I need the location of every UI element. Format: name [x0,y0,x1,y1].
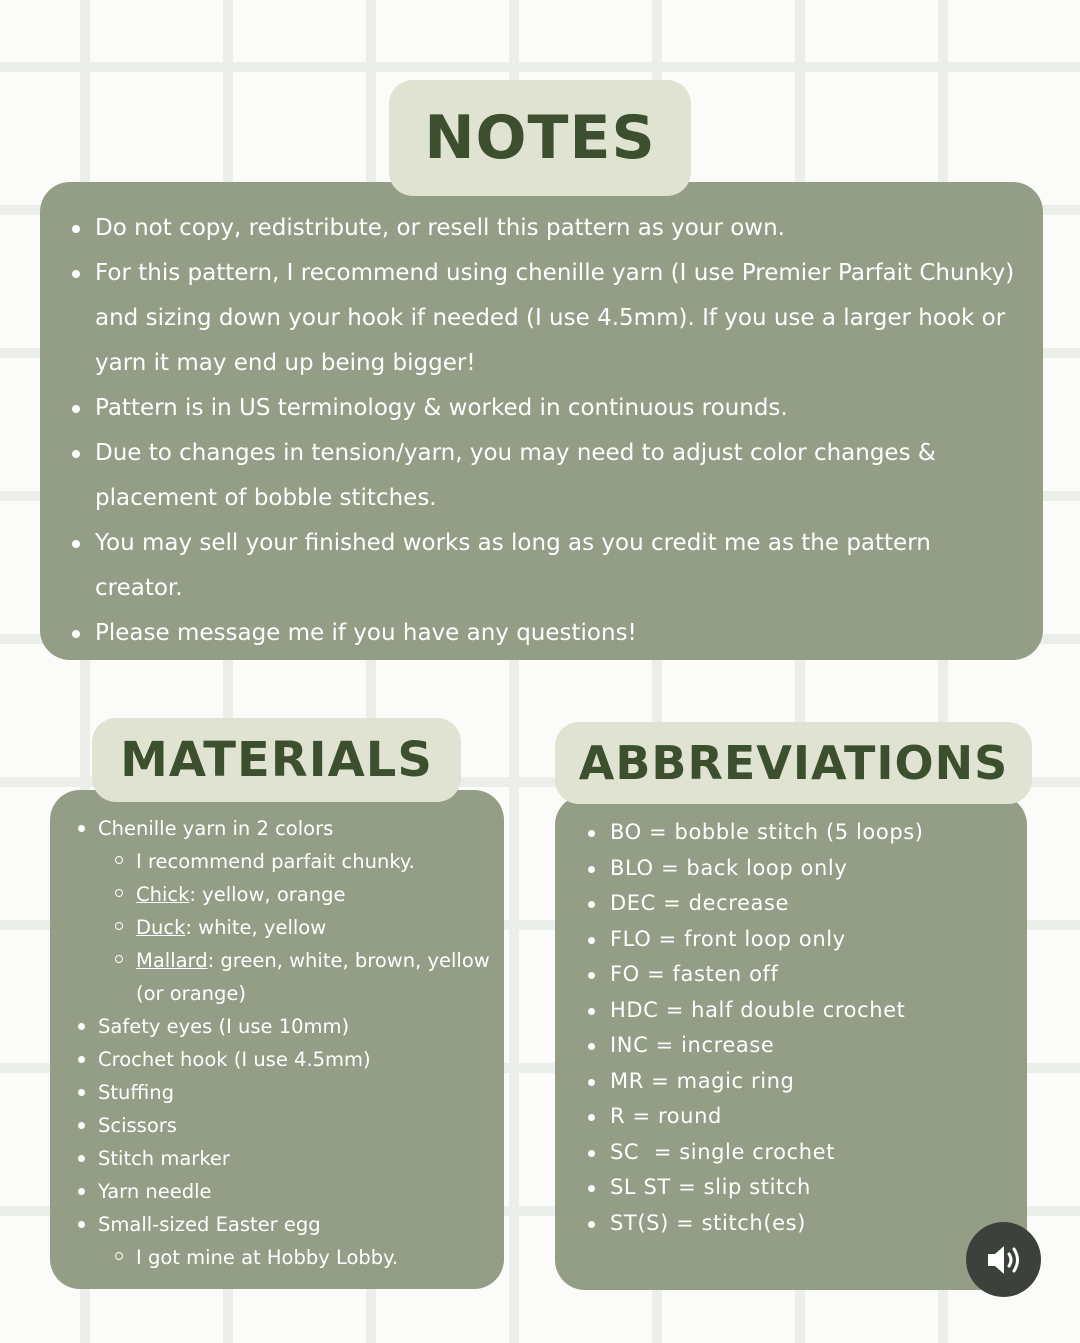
list-item: HDC = half double crochet [610,993,1017,1029]
egg-sublist [136,1241,494,1274]
list-item: Do not copy, redistribute, or resell this pattern as your own. [95,206,1019,251]
yarn-item-label: Chenille yarn in 2 colors [98,817,334,840]
list-item: BO = bobble stitch (5 loops) [610,815,1017,851]
sub-list-item: I got mine at Hobby Lobby. [136,1241,494,1274]
list-item: SL ST = slip stitch [610,1170,1017,1206]
chick-link[interactable]: Chick [136,883,190,906]
chick-colors: : yellow, orange [189,883,346,906]
sub-list-item [136,944,494,1010]
list-item: Crochet hook (I use 4.5mm) [98,1043,494,1076]
list-item: SC = single crochet [610,1135,1017,1171]
list-item: INC = increase [610,1028,1017,1064]
list-item: FLO = front loop only [610,922,1017,958]
list-item: Yarn needle [98,1175,494,1208]
duck-link[interactable]: Duck [136,916,186,939]
list-item: R = round [610,1099,1017,1135]
materials-heading: MATERIALS [92,718,461,802]
list-item: DEC = decrease [610,886,1017,922]
abbreviations-list [610,815,1017,1241]
list-item: For this pattern, I recommend using chenille yarn (I use Premier Parfait Chunky) and sizing down your hook if needed (I use 4.5mm). If you use a larger hook or yarn it may end up being bigger! [95,251,1019,386]
list-item: Due to changes in tension/yarn, you may need to adjust color changes & placement of bobble stitches. [95,431,1019,521]
list-item [98,812,494,1010]
egg-item-label: Small-sized Easter egg [98,1213,321,1236]
mallard-colors: : green, white, brown, yellow (or orange) [136,949,490,1005]
list-item: Pattern is in US terminology & worked in continuous rounds. [95,386,1019,431]
list-item: ST(S) = stitch(es) [610,1206,1017,1242]
list-item: Scissors [98,1109,494,1142]
list-item: MR = magic ring [610,1064,1017,1100]
audio-button[interactable] [966,1222,1041,1297]
mallard-link[interactable]: Mallard [136,949,208,972]
materials-list [98,812,494,1274]
notes-heading: NOTES [389,80,691,196]
yarn-sublist [136,845,494,1010]
sub-list-item [136,911,494,944]
list-item: FO = fasten off [610,957,1017,993]
duck-colors: : white, yellow [185,916,327,939]
list-item: Stitch marker [98,1142,494,1175]
abbreviations-card [555,795,1027,1290]
sub-list-item [136,878,494,911]
list-item: Stuffing [98,1076,494,1109]
speaker-icon [985,1243,1023,1277]
notes-card [40,182,1043,660]
notes-list [95,206,1019,656]
list-item: Please message me if you have any questions! [95,611,1019,656]
list-item: You may sell your finished works as long as you credit me as the pattern creator. [95,521,1019,611]
sub-list-item: I recommend parfait chunky. [136,845,494,878]
list-item: BLO = back loop only [610,851,1017,887]
abbreviations-heading: ABBREVIATIONS [555,722,1032,804]
materials-card [50,790,504,1289]
list-item: Safety eyes (I use 10mm) [98,1010,494,1043]
list-item [98,1208,494,1274]
